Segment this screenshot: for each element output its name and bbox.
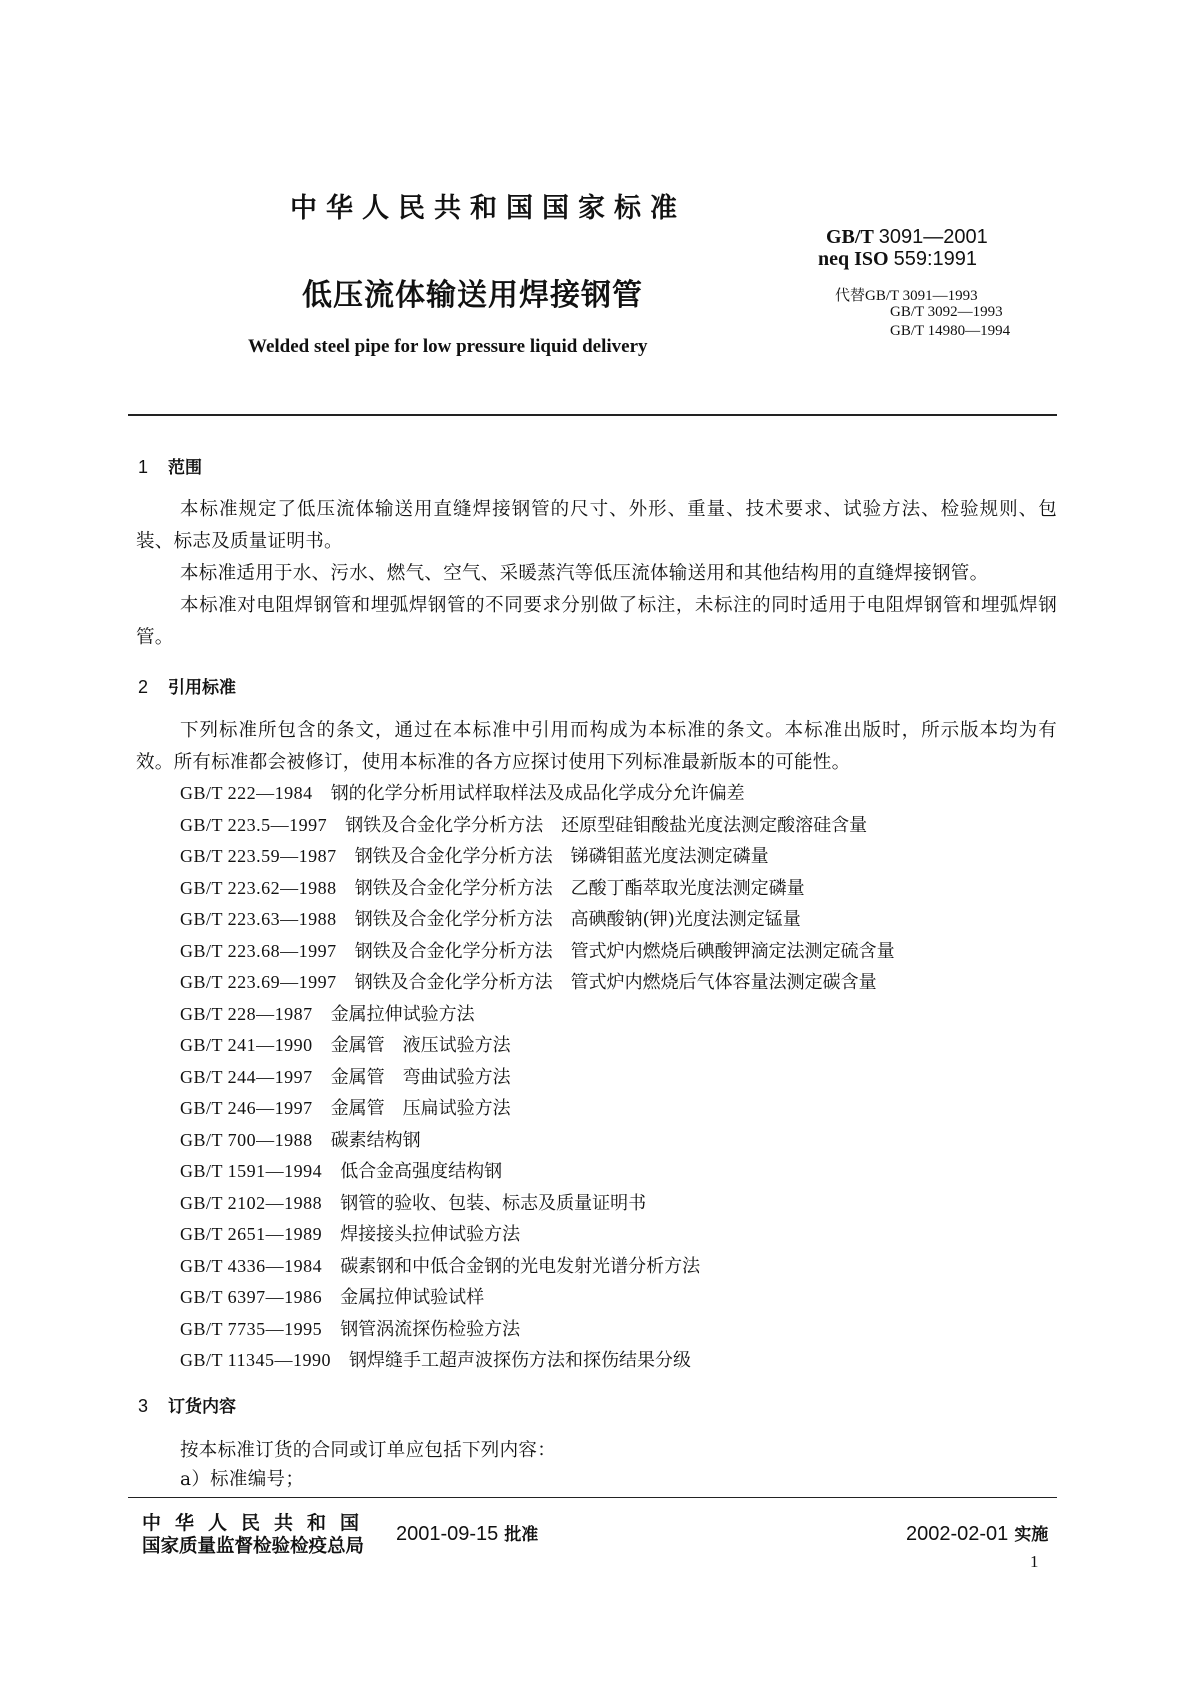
reference-code: GB/T 700—1988	[180, 1129, 313, 1150]
reference-title: 焊接接头拉伸试验方法	[340, 1224, 521, 1245]
reference-title: 低合金高强度结构钢	[340, 1161, 503, 1182]
reference-code: GB/T 223.59—1987	[180, 846, 337, 866]
header-divider	[128, 414, 1057, 416]
document-title-cn: 低压流体输送用焊接钢管	[302, 278, 643, 313]
section-3-heading	[138, 1392, 236, 1417]
section-1-heading	[138, 453, 202, 478]
document-title-en: Welded steel pipe for low pressure liquid delivery	[248, 336, 648, 357]
section-title: 订货内容	[168, 1397, 236, 1417]
reference-title: 钢管的验收、包装、标志及质量证明书	[340, 1192, 647, 1214]
reference-code: GB/T 223.69—1997	[180, 972, 337, 992]
reference-code: GB/T 1591—1994	[180, 1161, 323, 1181]
standard-code-number: 3091—2001	[878, 226, 988, 248]
reference-code: GB/T 223.5—1997	[180, 814, 328, 835]
footer-divider	[128, 1497, 1057, 1498]
reference-title: 钢的化学分析用试样取样法及成品化学成分允许偏差	[330, 783, 745, 804]
reference-item	[180, 1283, 895, 1315]
reference-title: 金属管 压扁试验方法	[330, 1098, 511, 1119]
reference-item	[180, 1315, 895, 1347]
reference-item	[180, 1031, 895, 1063]
reference-code: GB/T 222—1984	[180, 783, 313, 803]
reference-title: 金属管 弯曲试验方法	[330, 1066, 511, 1088]
section-number: 3	[138, 1396, 149, 1416]
reference-item	[180, 1063, 895, 1095]
reference-title: 钢铁及合金化学分析方法 高碘酸钠(钾)光度法测定锰量	[354, 909, 801, 930]
issuer-line-1: 中华人民共和国	[142, 1512, 374, 1534]
reference-code: GB/T 2102—1988	[180, 1192, 323, 1213]
reference-item	[180, 1094, 895, 1126]
standard-code-prefix: GB/T	[826, 226, 874, 248]
reference-code: GB/T 4336—1984	[180, 1255, 323, 1276]
approval-label: 批准	[504, 1525, 539, 1545]
reference-code: GB/T 223.63—1988	[180, 909, 337, 929]
approval-date-value: 2001-09-15	[396, 1523, 499, 1545]
effective-date-value: 2002-02-01	[906, 1523, 1009, 1545]
reference-title: 钢铁及合金化学分析方法 管式炉内燃烧后碘酸钾滴定法测定硫含量	[354, 940, 895, 962]
section-3-paragraph-1: 按本标准订货的合同或订单应包括下列内容：	[180, 1440, 557, 1461]
section-title: 范围	[168, 458, 202, 478]
reference-item	[180, 874, 895, 906]
standard-code	[826, 226, 988, 249]
page-number: 1	[1030, 1552, 1039, 1571]
neq-number: 559:1991	[893, 248, 978, 270]
approval-date	[396, 1520, 538, 1546]
section-number: 1	[138, 457, 149, 477]
reference-title: 金属管 液压试验方法	[330, 1035, 511, 1056]
reference-item	[180, 779, 895, 811]
section-title: 引用标准	[168, 678, 236, 698]
reference-title: 碳素结构钢	[330, 1129, 421, 1151]
reference-item	[180, 968, 895, 1000]
section-3-list-item-a: a）标准编号；	[180, 1469, 305, 1490]
reference-code: GB/T 228—1987	[180, 1003, 313, 1024]
reference-item	[180, 937, 895, 969]
reference-item	[180, 1189, 895, 1221]
neq-prefix: neq ISO	[818, 248, 889, 270]
reference-item	[180, 1126, 895, 1158]
reference-item	[180, 1157, 895, 1189]
neq-iso-reference	[818, 248, 977, 271]
reference-item	[180, 842, 895, 874]
reference-title: 钢铁及合金化学分析方法 锑磷钼蓝光度法测定磷量	[354, 846, 769, 867]
section-1-paragraph-1: 本标准规定了低压流体输送用直缝焊接钢管的尺寸、外形、重量、技术要求、试验方法、检验规则、包装、标志及质量证明书。	[136, 499, 1057, 552]
reference-title: 钢铁及合金化学分析方法 管式炉内燃烧后气体容量法测定碳含量	[354, 972, 877, 993]
reference-item	[180, 1252, 895, 1284]
reference-title: 金属拉伸试验试样	[340, 1287, 485, 1308]
normative-references-list	[180, 779, 895, 1378]
reference-item	[180, 1000, 895, 1032]
reference-code: GB/T 6397—1986	[180, 1287, 323, 1307]
reference-item	[180, 1220, 895, 1252]
effective-date	[906, 1520, 1048, 1546]
section-2-paragraph-1: 下列标准所包含的条文，通过在本标准中引用而构成为本标准的条文。本标准出版时，所示版本均为有效。所有标准都会被修订，使用本标准的各方应探讨使用下列标准最新版本的可能性。	[136, 720, 1057, 773]
reference-code: GB/T 244—1997	[180, 1066, 313, 1087]
reference-title: 钢管涡流探伤检验方法	[340, 1318, 521, 1340]
effective-label: 实施	[1014, 1525, 1049, 1545]
issuer-line-2: 国家质量监督检验检疫总局	[142, 1536, 365, 1557]
section-number: 2	[138, 677, 149, 697]
reference-code: GB/T 7735—1995	[180, 1318, 323, 1339]
replaces-line-3: GB/T 14980—1994	[890, 323, 1011, 339]
reference-item	[180, 905, 895, 937]
reference-code: GB/T 246—1997	[180, 1098, 313, 1118]
national-standard-heading: 中华人民共和国国家标准	[290, 193, 686, 224]
section-1-paragraph-2: 本标准适用于水、污水、燃气、空气、采暖蒸汽等低压流体输送用和其他结构用的直缝焊接钢管。	[180, 563, 989, 584]
reference-title: 钢铁及合金化学分析方法 还原型硅钼酸盐光度法测定酸溶硅含量	[345, 814, 868, 836]
replaces-line-1: 代替GB/T 3091—1993	[835, 288, 978, 304]
reference-code: GB/T 223.68—1997	[180, 940, 337, 961]
reference-title: 钢焊缝手工超声波探伤方法和探伤结果分级	[349, 1350, 692, 1371]
reference-item	[180, 1346, 895, 1378]
replaces-line-2: GB/T 3092—1993	[890, 304, 1003, 320]
reference-title: 金属拉伸试验方法	[330, 1003, 475, 1025]
reference-code: GB/T 2651—1989	[180, 1224, 323, 1244]
reference-title: 碳素钢和中低合金钢的光电发射光谱分析方法	[340, 1255, 701, 1277]
reference-code: GB/T 11345—1990	[180, 1350, 332, 1370]
reference-code: GB/T 223.62—1988	[180, 877, 337, 898]
reference-title: 钢铁及合金化学分析方法 乙酸丁酯萃取光度法测定磷量	[354, 877, 805, 899]
section-2-heading	[138, 673, 236, 698]
reference-item	[180, 811, 895, 843]
section-1-paragraph-3: 本标准对电阻焊钢管和埋弧焊钢管的不同要求分别做了标注，未标注的同时适用于电阻焊钢管和埋弧焊钢管。	[136, 595, 1057, 648]
reference-code: GB/T 241—1990	[180, 1035, 313, 1055]
